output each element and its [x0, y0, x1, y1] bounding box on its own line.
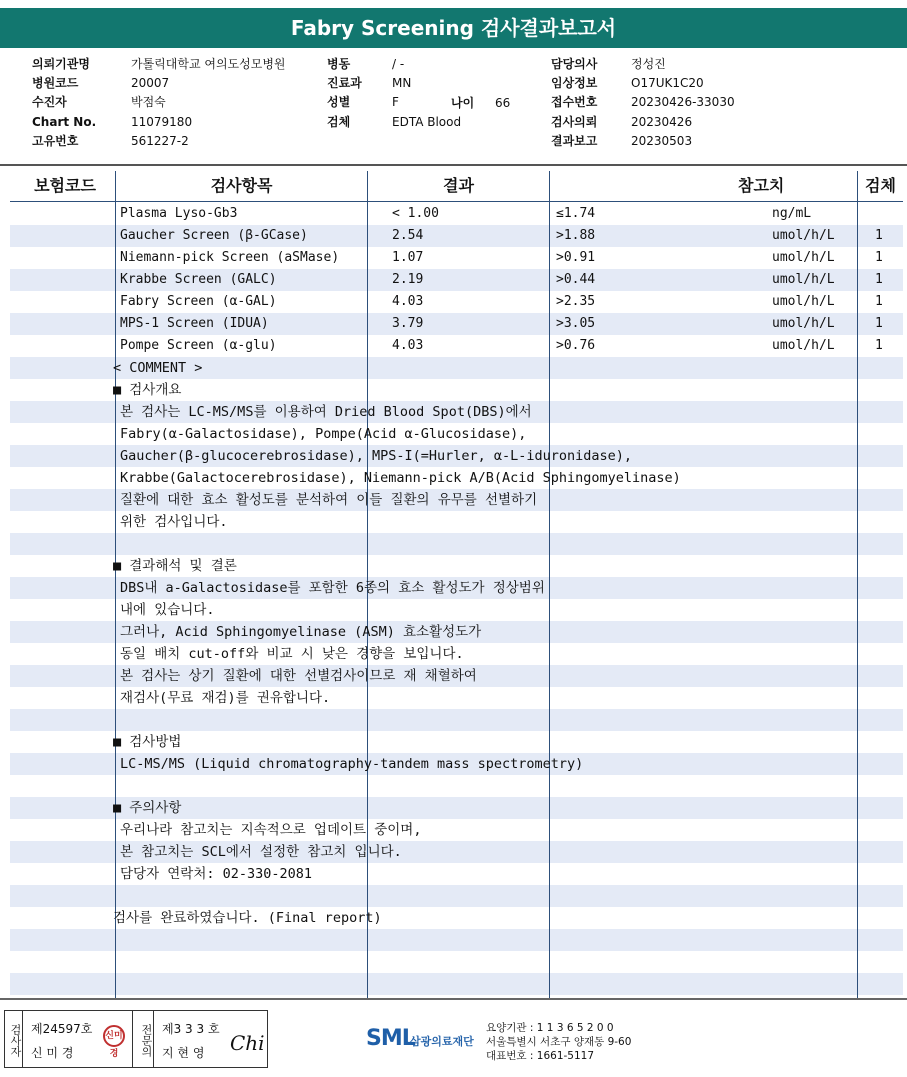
info-label: 접수번호 — [551, 95, 598, 109]
cell-unit: umol/h/L — [772, 294, 835, 309]
comment-line: ■ 결과해석 및 결론 — [113, 558, 237, 574]
header-result: 결과 — [443, 176, 474, 195]
header-ref: 참고치 — [738, 176, 785, 195]
cell-unit: umol/h/L — [772, 272, 835, 287]
specialist-name: 지 현 영 — [162, 1046, 205, 1060]
info-label: Chart No. — [32, 115, 97, 129]
comment-line: 담당자 연락처: 02-330-2081 — [120, 866, 313, 882]
cell-item: Pompe Screen (α-glu) — [120, 338, 277, 353]
info-label: 성별 — [327, 95, 351, 109]
cell-specimen: 1 — [875, 250, 883, 265]
comment-line: ■ 주의사항 — [113, 800, 182, 816]
cell-unit: ng/mL — [772, 206, 812, 221]
info-label: 병동 — [327, 57, 351, 71]
comment-line: ■ 검사개요 — [113, 382, 182, 398]
comment-line: Gaucher(β-glucocerebrosidase), MPS-I(=Hurler, α-L-iduronidase), — [120, 448, 633, 464]
org-line: 대표번호 : 1661-5117 — [486, 1050, 595, 1062]
specialist-cell — [154, 1011, 268, 1067]
cell-result: 2.54 — [392, 228, 424, 243]
info-value: MN — [392, 76, 412, 90]
info-label: 임상정보 — [551, 76, 598, 90]
comment-line: 본 검사는 상기 질환에 대한 선별검사이므로 재 채혈하여 — [120, 668, 477, 684]
comment-line — [0, 885, 907, 907]
inspector-cell — [23, 1011, 133, 1067]
comment-line: < COMMENT > — [113, 360, 203, 376]
cell-ref: >1.88 — [556, 228, 596, 243]
info-value: O17UK1C20 — [631, 76, 704, 90]
cell-specimen: 1 — [875, 338, 883, 353]
comment-line: LC-MS/MS (Liquid chromatography-tandem mass spectrometry) — [120, 756, 584, 772]
info-value: 20007 — [131, 76, 170, 90]
info-label: 의뢰기관명 — [32, 57, 90, 71]
comment-line: Krabbe(Galactocerebrosidase), Niemann-pick A/B(Acid Sphingomyelinase) — [120, 470, 681, 486]
comment-line — [0, 709, 907, 731]
comment-line: Fabry(α-Galactosidase), Pompe(Acid α-Glucosidase), — [120, 426, 527, 442]
info-value: 20230503 — [631, 134, 693, 148]
report-title: Fabry Screening 검사결과보고서 — [0, 8, 907, 48]
footer-divider — [0, 998, 907, 1000]
header-divider — [0, 164, 907, 166]
cell-specimen: 1 — [875, 272, 883, 287]
inspector-name: 신 미 경 — [31, 1046, 74, 1060]
info-value: 정성진 — [631, 57, 666, 71]
table-row — [0, 291, 907, 313]
comment-line: 질환에 대한 효소 활성도를 분석하여 이들 질환의 유무를 선별하기 — [120, 492, 538, 508]
table-row — [0, 335, 907, 357]
cell-result: 2.19 — [392, 272, 424, 287]
table-header-divider — [10, 201, 903, 202]
org-line: 요양기관 : 1 1 3 6 5 2 0 0 — [486, 1022, 614, 1034]
info-value: 20230426 — [631, 115, 693, 129]
specialist-label: 전문의 — [136, 1011, 154, 1067]
info-value: / - — [392, 57, 405, 71]
comment-line: 내에 있습니다. — [120, 602, 215, 618]
comment-line: 본 검사는 LC-MS/MS를 이용하여 Dried Blood Spot(DBS)에서 — [120, 404, 532, 420]
comment-line: 위한 검사입니다. — [120, 514, 228, 530]
comment-section — [0, 357, 907, 929]
comment-line — [0, 775, 907, 797]
inspector-no: 제24597호 — [31, 1022, 93, 1036]
cell-ref: >0.76 — [556, 338, 596, 353]
cell-ref: >0.91 — [556, 250, 596, 265]
table-row — [0, 225, 907, 247]
org-line: 서울특별시 서초구 양재동 9-60 — [486, 1036, 632, 1048]
age-value: 66 — [495, 96, 511, 110]
cell-specimen: 1 — [875, 294, 883, 309]
info-value: 가톨릭대학교 여의도성모병원 — [131, 57, 286, 71]
patient-info — [0, 55, 907, 155]
cell-specimen: 1 — [875, 316, 883, 331]
cell-result: < 1.00 — [392, 206, 439, 221]
table-header — [0, 171, 907, 201]
cell-result: 1.07 — [392, 250, 424, 265]
signature-box — [4, 1010, 268, 1068]
cell-ref: ≤1.74 — [556, 206, 596, 221]
logo-text: SML — [366, 1026, 415, 1051]
logo-name: 삼광의료재단 — [410, 1035, 474, 1048]
cell-unit: umol/h/L — [772, 316, 835, 331]
info-label: 수진자 — [32, 95, 67, 109]
specialist-signature: Chi — [230, 1031, 265, 1055]
info-value: EDTA Blood — [392, 115, 462, 129]
table-row — [0, 269, 907, 291]
info-label: 담당의사 — [551, 57, 598, 71]
cell-specimen: 1 — [875, 228, 883, 243]
cell-result: 4.03 — [392, 294, 424, 309]
cell-item: Krabbe Screen (GALC) — [120, 272, 277, 287]
comment-line: 본 참고치는 SCL에서 설정한 참고치 입니다. — [120, 844, 402, 860]
info-label: 진료과 — [327, 76, 362, 90]
cell-item: Plasma Lyso-Gb3 — [120, 206, 238, 221]
sml-logo — [366, 1020, 476, 1060]
cell-unit: umol/h/L — [772, 338, 835, 353]
cell-ref: >3.05 — [556, 316, 596, 331]
info-value: 20230426-33030 — [631, 95, 735, 109]
header-code: 보험코드 — [34, 176, 96, 195]
organization-info — [486, 1021, 631, 1063]
specialist-no: 제3 3 3 호 — [162, 1022, 220, 1036]
comment-line: 재검사(무료 재검)를 권유합니다. — [120, 690, 331, 706]
cell-result: 3.79 — [392, 316, 424, 331]
cell-unit: umol/h/L — [772, 228, 835, 243]
comment-line: 그러나, Acid Sphingomyelinase (ASM) 효소활성도가 — [120, 624, 482, 640]
cell-ref: >0.44 — [556, 272, 596, 287]
info-value: 561227-2 — [131, 134, 189, 148]
comment-line: ■ 검사방법 — [113, 734, 182, 750]
comment-line: DBS내 a-Galactosidase를 포함한 6종의 효소 활성도가 정상범위 — [120, 580, 545, 596]
comment-line: 동일 배치 cut-off와 비교 시 낮은 경향을 보입니다. — [120, 646, 464, 662]
cell-result: 4.03 — [392, 338, 424, 353]
info-value: 박점숙 — [131, 95, 166, 109]
cell-item: Fabry Screen (α-GAL) — [120, 294, 277, 309]
info-label: 검사의뢰 — [551, 115, 598, 129]
row-stripe — [10, 929, 903, 951]
table-row — [0, 313, 907, 335]
header-specimen: 검체 — [865, 176, 896, 195]
comment-line: 우리나라 참고치는 지속적으로 업데이트 중이며, — [120, 822, 422, 838]
info-value: F — [392, 95, 399, 109]
info-value: 11079180 — [131, 115, 193, 129]
header-item: 검사항목 — [210, 176, 273, 195]
cell-item: Gaucher Screen (β-GCase) — [120, 228, 308, 243]
info-label: 검체 — [327, 115, 351, 129]
table-row — [0, 247, 907, 269]
info-label: 병원코드 — [32, 76, 79, 90]
row-stripe — [10, 973, 903, 995]
comment-line: 검사를 완료하였습니다. (Final report) — [113, 910, 382, 926]
cell-item: MPS-1 Screen (IDUA) — [120, 316, 269, 331]
cell-item: Niemann-pick Screen (aSMase) — [120, 250, 340, 265]
inspector-seal: 신미경 — [103, 1025, 125, 1047]
cell-ref: >2.35 — [556, 294, 596, 309]
info-label: 결과보고 — [551, 134, 598, 148]
result-table — [0, 203, 907, 357]
info-label: 고유번호 — [32, 134, 79, 148]
comment-line — [0, 533, 907, 555]
age-label: 나이 — [451, 96, 475, 110]
cell-unit: umol/h/L — [772, 250, 835, 265]
table-row — [0, 203, 907, 225]
inspector-label: 검사자 — [5, 1011, 23, 1067]
row-stripe — [10, 951, 903, 973]
